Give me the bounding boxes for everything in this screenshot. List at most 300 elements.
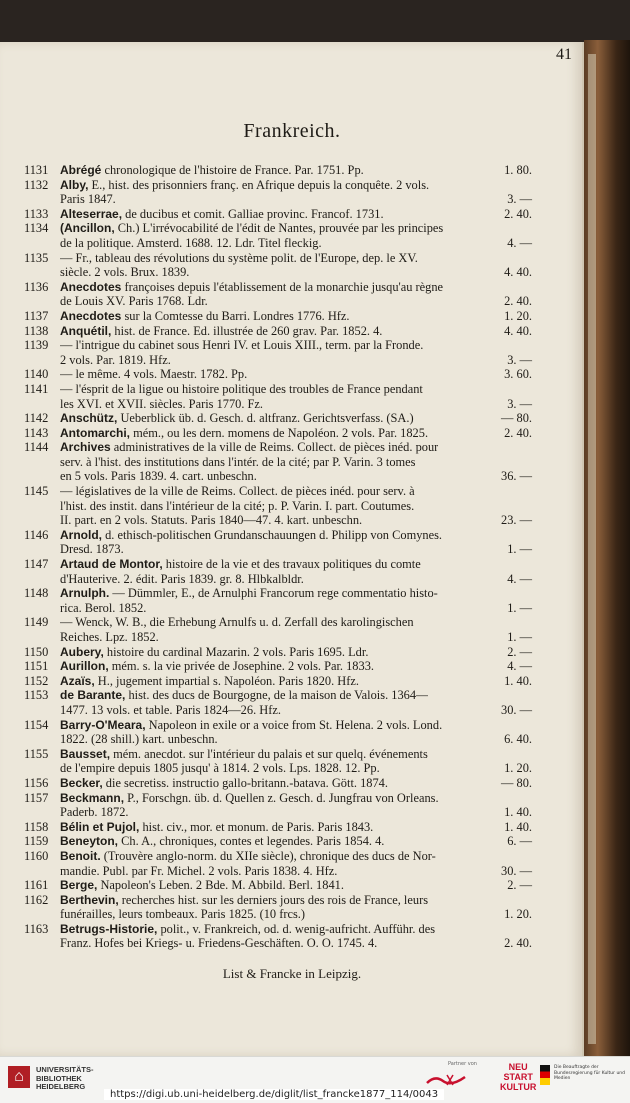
entry-price: — 80. <box>501 775 532 790</box>
entry-price: 36. — <box>501 469 532 484</box>
entry-number: 1144 <box>24 440 49 455</box>
entry-text <box>60 601 146 616</box>
entry-description: hist. civ., mor. et monum. de Paris. Paris 1843. <box>139 819 374 834</box>
entry-text <box>60 236 322 251</box>
permalink-url[interactable]: https://digi.ub.uni-heidelberg.de/diglit/list_francke1877_114/0043 <box>104 1089 444 1100</box>
entry-author: Archives <box>60 440 111 455</box>
entry-line <box>60 615 532 630</box>
catalog-entry <box>24 207 532 222</box>
entry-body <box>60 324 532 339</box>
entry-number: 1131 <box>24 163 49 177</box>
entry-price: 1. 20. <box>504 907 532 922</box>
entry-price: — 80. <box>501 411 532 426</box>
entry-description: hist. de France. Ed. illustrée de 260 grav. Par. 1852. 4. <box>111 323 383 338</box>
entry-text <box>60 878 344 893</box>
entry-author: Anschütz, <box>60 411 118 426</box>
entry-number: 1145 <box>24 484 49 499</box>
entry-description: l'hist. des instit. dans l'intérieur de la cité; p. P. Varin. I. part. Coutumes. <box>60 498 415 513</box>
catalog-entry <box>24 688 532 717</box>
entry-body <box>60 338 532 367</box>
catalog-entry <box>24 645 532 660</box>
entry-author: Arnold, <box>60 527 102 542</box>
entry-number: 1140 <box>24 367 49 382</box>
entry-text <box>60 280 443 295</box>
entry-body <box>60 163 532 178</box>
entry-price: 1. — <box>507 542 532 557</box>
entry-description: chronologique de l'histoire de France. Par. 1751. Pp. <box>101 163 364 177</box>
entry-author: Anecdotes <box>60 279 122 294</box>
entry-body <box>60 221 532 250</box>
entry-line <box>60 761 532 776</box>
entry-line <box>60 878 532 893</box>
entry-line <box>60 324 532 339</box>
entry-line <box>60 528 532 543</box>
entry-price: 6. 40. <box>504 732 532 747</box>
entry-body <box>60 557 532 586</box>
entry-description: Ch. A., chroniques, contes et legendes. Paris 1854. 4. <box>118 834 385 849</box>
entry-description: serv. à l'hist. des institutions dans l'intér. de la cité; par P. Varin. 3 tomes <box>60 454 416 469</box>
entry-price: 2. 40. <box>504 936 532 951</box>
entry-description: funérailles, leurs tombeaux. Paris 1825. (10 frcs.) <box>60 907 305 922</box>
entry-body <box>60 382 532 411</box>
entry-number: 1162 <box>24 892 49 907</box>
entry-text <box>60 586 438 601</box>
entry-description: — l'ésprit de la ligue ou histoire politique des troubles de France pendant <box>60 381 423 396</box>
entry-description: II. part. en 2 vols. Statuts. Paris 1840—47. 4. kart. unbeschn. <box>60 513 363 528</box>
entry-description: d'Hauterive. 2. édit. Paris 1839. gr. 8. Hlbkalbldr. <box>60 571 304 586</box>
entry-price: 2. 40. <box>504 425 532 440</box>
entry-description: de ducibus et comit. Galliae provinc. Francof. 1731. <box>122 206 384 221</box>
entry-description: Ueberblick üb. d. Gesch. d. altfranz. Gerichtsverfass. (SA.) <box>117 411 414 426</box>
catalog-entry <box>24 791 532 820</box>
entry-price: 1. 40. <box>504 673 532 688</box>
entry-line <box>60 294 532 309</box>
neustart-kultur-logo[interactable]: NEU START KULTUR <box>500 1062 537 1092</box>
entry-line <box>60 732 532 747</box>
catalog-entry <box>24 747 532 776</box>
entry-description: Franz. Hofes bei Kriegs- u. Friedens-Geschäften. O. O. 1745. 4. <box>60 936 378 951</box>
entry-text <box>60 484 415 499</box>
entry-number: 1133 <box>24 206 49 221</box>
entry-text <box>60 309 350 324</box>
entry-description: — législatives de la ville de Reims. Collect. de pièces inéd. pour serv. à <box>60 484 415 499</box>
entry-text <box>60 440 438 455</box>
entry-line <box>60 630 532 645</box>
entry-body <box>60 878 532 893</box>
entry-text <box>60 367 247 382</box>
entry-text <box>60 761 380 776</box>
entry-price: 2. 40. <box>504 294 532 309</box>
entry-body <box>60 659 532 674</box>
entry-number: 1141 <box>24 381 49 396</box>
entry-text <box>60 645 368 660</box>
entry-number: 1151 <box>24 659 49 674</box>
entry-line <box>60 791 532 806</box>
entry-price: 1. 20. <box>504 761 532 776</box>
entry-line <box>60 922 532 937</box>
entry-text <box>60 455 415 470</box>
entry-text <box>60 469 257 484</box>
catalog-entry <box>24 586 532 615</box>
entry-author: Arnulph. <box>60 586 110 601</box>
entry-price: 30. — <box>501 702 532 717</box>
entry-price: 1. 40. <box>504 819 532 834</box>
entry-line <box>60 849 532 864</box>
entry-price: 3. 60. <box>504 367 532 382</box>
entry-number: 1138 <box>24 323 49 338</box>
section-title: Frankreich. <box>243 120 341 142</box>
entry-text <box>60 805 128 820</box>
entry-description: — Fr., tableau des révolutions du système polit. de l'Europe, dep. le XV. <box>60 250 418 265</box>
entry-text <box>60 265 189 280</box>
entry-number: 1135 <box>24 250 49 265</box>
entry-text <box>60 294 208 309</box>
entry-author: (Ancillon, <box>60 221 115 236</box>
entry-number: 1136 <box>24 279 49 294</box>
page-number: 41 <box>556 46 572 63</box>
entry-text <box>60 893 428 908</box>
entry-body <box>60 922 532 951</box>
entry-price: 23. — <box>501 513 532 528</box>
catalog-entry <box>24 221 532 250</box>
entry-line <box>60 834 532 849</box>
entry-description: françoises depuis l'établissement de la monarchie jusqu'au règne <box>121 279 444 294</box>
entry-author: Betrugs-Historie, <box>60 921 158 936</box>
entry-author: Artaud de Montor, <box>60 557 163 572</box>
entry-text <box>60 163 364 178</box>
catalog-entry <box>24 309 532 324</box>
entry-description: die secretiss. instructio gallo-britann.-batava. Gött. 1874. <box>102 775 388 790</box>
entry-body <box>60 367 532 382</box>
entry-line <box>60 469 532 484</box>
entry-description: 2 vols. Par. 1819. Hfz. <box>60 352 171 367</box>
catalog-entry <box>24 382 532 411</box>
entry-description: 1822. (28 shill.) kart. unbeschn. <box>60 732 218 747</box>
entry-description: Paris 1847. <box>60 192 116 207</box>
entry-line <box>60 163 532 178</box>
entry-line <box>60 499 532 514</box>
page-stack <box>588 54 596 1044</box>
entry-description: mém. anecdot. sur l'intérieur du palais et sur quelq. événements <box>110 746 428 761</box>
entry-number: 1150 <box>24 644 49 659</box>
entry-line <box>60 776 532 791</box>
entry-text <box>60 192 116 207</box>
entry-text <box>60 221 443 236</box>
entry-author: Abrégé <box>60 163 102 177</box>
catalog-entry <box>24 528 532 557</box>
catalog-entry <box>24 834 532 849</box>
entry-description: hist. des ducs de Bourgogne, de la maison de Valois. 1364— <box>125 688 429 703</box>
entry-author: Anecdotes <box>60 308 122 323</box>
entry-number: 1160 <box>24 848 49 863</box>
entry-body <box>60 178 532 207</box>
entry-line <box>60 586 532 601</box>
catalog-entry <box>24 893 532 922</box>
entry-line <box>60 178 532 193</box>
entry-price: 1. — <box>507 630 532 644</box>
catalog-entry <box>24 338 532 367</box>
entry-number: 1139 <box>24 338 49 353</box>
entry-number: 1137 <box>24 308 49 323</box>
entry-description: E., hist. des prisonniers franç. en Afrique depuis la conquête. 2 vols. <box>88 177 430 192</box>
entry-line <box>60 397 532 412</box>
entry-author: Bélin et Pujol, <box>60 819 140 834</box>
entry-description: Dresd. 1873. <box>60 542 124 557</box>
catalog-entry <box>24 820 532 835</box>
entry-body <box>60 849 532 878</box>
entry-description: Napoleon in exile or a voice from St. Helena. 2 vols. Lond. <box>145 717 443 732</box>
entry-description: administratives de la ville de Reims. Collect. de pièces inéd. pour <box>110 440 439 455</box>
entry-price: 1. 40. <box>504 805 532 820</box>
entry-price: 6. — <box>507 834 532 849</box>
entry-text <box>60 718 442 733</box>
entry-body <box>60 820 532 835</box>
entry-text <box>60 542 124 557</box>
entry-line <box>60 251 532 266</box>
entry-body <box>60 586 532 615</box>
entry-text <box>60 820 373 835</box>
entry-description: — l'intrigue du cabinet sous Henri IV. et Louis XIII., term. par la Fronde. <box>60 338 424 353</box>
entry-author: Aurillon, <box>60 659 109 674</box>
entry-number: 1148 <box>24 586 49 601</box>
entry-price: 4. — <box>507 235 532 250</box>
entry-text <box>60 834 384 849</box>
entry-text <box>60 791 439 806</box>
entry-author: Anquétil, <box>60 323 112 338</box>
entry-price: 3. — <box>507 192 532 207</box>
catalog-entry <box>24 163 532 178</box>
entry-price: 1. — <box>507 600 532 615</box>
entry-body <box>60 688 532 717</box>
entry-line <box>60 893 532 908</box>
entry-line <box>60 411 532 426</box>
entry-author: Alteserrae, <box>60 206 123 221</box>
entry-line <box>60 688 532 703</box>
entry-description: — Dümmler, E., de Arnulphi Francorum rege commentatio histo- <box>109 586 438 601</box>
entry-number: 1149 <box>24 615 49 630</box>
entry-number: 1161 <box>24 878 49 893</box>
entry-line <box>60 455 532 470</box>
entry-author: Becker, <box>60 775 103 790</box>
entry-body <box>60 893 532 922</box>
catalog-entry <box>24 324 532 339</box>
entry-text <box>60 513 362 528</box>
catalog-entry <box>24 776 532 791</box>
entry-number: 1142 <box>24 411 49 426</box>
entry-body <box>60 674 532 689</box>
entry-text <box>60 572 304 587</box>
partner-logo-icon <box>425 1071 467 1089</box>
entry-description: histoire de la vie et des travaux politiques du comte <box>162 557 421 572</box>
entry-description: — Wenck, W. B., die Erhebung Arnulfs u. d. Zerfall des karolingischen <box>60 615 414 630</box>
entry-description: de l'empire depuis 1805 jusqu' à 1814. 2 vols. Lps. 1828. 12. Pp. <box>60 761 380 776</box>
entry-number: 1132 <box>24 177 49 192</box>
university-logo-icon: ⌂ <box>8 1066 30 1088</box>
entry-line <box>60 513 532 528</box>
entry-body <box>60 645 532 660</box>
entry-line <box>60 572 532 587</box>
entry-line <box>60 747 532 762</box>
entry-price: 4. 40. <box>504 265 532 280</box>
entry-number: 1146 <box>24 527 49 542</box>
entry-body <box>60 834 532 849</box>
entry-price: 3. — <box>507 396 532 411</box>
catalog-entries <box>24 163 532 951</box>
entry-line <box>60 864 532 879</box>
entry-text <box>60 251 418 266</box>
entry-number: 1158 <box>24 819 49 834</box>
entry-number: 1134 <box>24 221 49 236</box>
entry-line <box>60 353 532 368</box>
entry-line <box>60 542 532 557</box>
catalog-entry <box>24 280 532 309</box>
entry-description: d. ethisch-politischen Grundanschauungen d. Philipp von Comynes. <box>102 527 443 542</box>
entry-body <box>60 440 532 484</box>
entry-text <box>60 338 423 353</box>
entry-line <box>60 805 532 820</box>
entry-text <box>60 703 281 718</box>
entry-description: recherches hist. sur les derniers jours des rois de France, leurs <box>118 892 429 907</box>
entry-description: P., Forschgn. üb. d. Quellen z. Gesch. d. Jungfrau von Orleans. <box>124 790 439 805</box>
catalog-entry <box>24 659 532 674</box>
entry-price: 4. — <box>507 571 532 586</box>
entry-text <box>60 528 442 543</box>
entry-text <box>60 353 171 368</box>
entry-description: mandie. Publ. par Fr. Michel. 2 vols. Paris 1838. 4. Hfz. <box>60 863 338 878</box>
entry-number: 1153 <box>24 688 49 703</box>
entry-price: 4. 40. <box>504 323 532 338</box>
entry-body <box>60 615 532 644</box>
catalog-entry <box>24 484 532 528</box>
entry-text <box>60 732 218 747</box>
catalog-entry <box>24 878 532 893</box>
catalog-entry <box>24 718 532 747</box>
entry-author: Beckmann, <box>60 790 125 805</box>
entry-price: 2. — <box>507 644 532 659</box>
entry-text <box>60 557 421 572</box>
entry-text <box>60 688 428 703</box>
entry-text <box>60 907 305 922</box>
university-name[interactable]: UNIVERSITÄTS- BIBLIOTHEK HEIDELBERG <box>36 1065 94 1091</box>
entry-line <box>60 718 532 733</box>
entry-description: — le même. 4 vols. Maestr. 1782. Pp. <box>60 367 248 382</box>
entry-text <box>60 615 414 630</box>
entry-text <box>60 630 159 645</box>
entry-author: Azaïs, <box>60 673 95 688</box>
partner-label: Partner von <box>448 1061 477 1067</box>
entry-body <box>60 791 532 820</box>
entry-line <box>60 367 532 382</box>
entry-description: 1477. 13 vols. et table. Paris 1824—26. Hfz. <box>60 702 281 717</box>
entry-line <box>60 659 532 674</box>
entry-price: 1. 20. <box>504 308 532 323</box>
catalog-entry <box>24 922 532 951</box>
entry-body <box>60 309 532 324</box>
entry-description: de Louis XV. Paris 1768. Ldr. <box>60 294 208 309</box>
entry-text <box>60 411 414 426</box>
entry-line <box>60 338 532 353</box>
entry-text <box>60 178 429 193</box>
entry-price: 3. — <box>507 352 532 367</box>
entry-author: Berthevin, <box>60 892 119 907</box>
entry-line <box>60 484 532 499</box>
entry-body <box>60 484 532 528</box>
entry-author: Berge, <box>60 878 98 893</box>
entry-body <box>60 207 532 222</box>
entry-line <box>60 645 532 660</box>
entry-line <box>60 674 532 689</box>
entry-description: en 5 vols. Paris 1839. 4. cart. unbeschn. <box>60 469 257 484</box>
entry-line <box>60 426 532 441</box>
entry-number: 1156 <box>24 775 49 790</box>
german-flag-icon <box>540 1065 550 1085</box>
entry-text <box>60 207 384 222</box>
entry-description: histoire du cardinal Mazarin. 2 vols. Paris 1695. Ldr. <box>103 644 369 659</box>
entry-line <box>60 221 532 236</box>
entry-line <box>60 557 532 572</box>
entry-body <box>60 280 532 309</box>
entry-body <box>60 776 532 791</box>
bkm-logo[interactable]: Die Beauftragte der Bundesregierung für Kultur und Medien <box>536 1065 626 1093</box>
entry-text <box>60 747 428 762</box>
entry-line <box>60 703 532 718</box>
catalog-entry <box>24 440 532 484</box>
entry-line <box>60 907 532 922</box>
entry-text <box>60 936 377 951</box>
entry-description: de la politique. Amsterd. 1688. 12. Ldr. Titel fleckig. <box>60 235 322 250</box>
entry-body <box>60 718 532 747</box>
publisher-footer: List & Francke in Leipzig. <box>222 966 362 981</box>
entry-body <box>60 747 532 776</box>
entry-line <box>60 601 532 616</box>
entry-line <box>60 265 532 280</box>
entry-text <box>60 849 436 864</box>
catalog-entry <box>24 411 532 426</box>
entry-line <box>60 207 532 222</box>
entry-author: Aubery, <box>60 644 104 659</box>
catalog-entry <box>24 367 532 382</box>
entry-price: 4. — <box>507 659 532 674</box>
entry-text <box>60 397 263 412</box>
entry-text <box>60 426 428 441</box>
entry-text <box>60 324 382 339</box>
entry-line <box>60 192 532 207</box>
entry-description: Napoleon's Leben. 2 Bde. M. Abbild. Berl. 1841. <box>97 878 344 893</box>
entry-description: les XVI. et XVII. siècles. Paris 1770. Fz. <box>60 396 264 411</box>
entry-price: 30. — <box>501 863 532 878</box>
entry-line <box>60 280 532 295</box>
entry-number: 1147 <box>24 557 49 572</box>
entry-author: Antomarchi, <box>60 425 131 440</box>
entry-line <box>60 236 532 251</box>
entry-author: Bausset, <box>60 746 111 761</box>
entry-text <box>60 499 414 514</box>
entry-number: 1152 <box>24 673 49 688</box>
catalog-entry <box>24 849 532 878</box>
entry-body <box>60 528 532 557</box>
entry-price: 2. — <box>507 878 532 893</box>
entry-line <box>60 936 532 951</box>
entry-line <box>60 820 532 835</box>
entry-description: H., jugement impartial s. Napoléon. Paris 1820. Hfz. <box>94 673 359 688</box>
entry-body <box>60 251 532 280</box>
entry-description: (Trouvère anglo-norm. du XIIe siècle), chronique des ducs de Nor- <box>100 848 436 863</box>
entry-body <box>60 426 532 441</box>
entry-author: Alby, <box>60 177 89 192</box>
entry-text <box>60 864 337 879</box>
entry-author: de Barante, <box>60 688 126 703</box>
entry-line <box>60 440 532 455</box>
